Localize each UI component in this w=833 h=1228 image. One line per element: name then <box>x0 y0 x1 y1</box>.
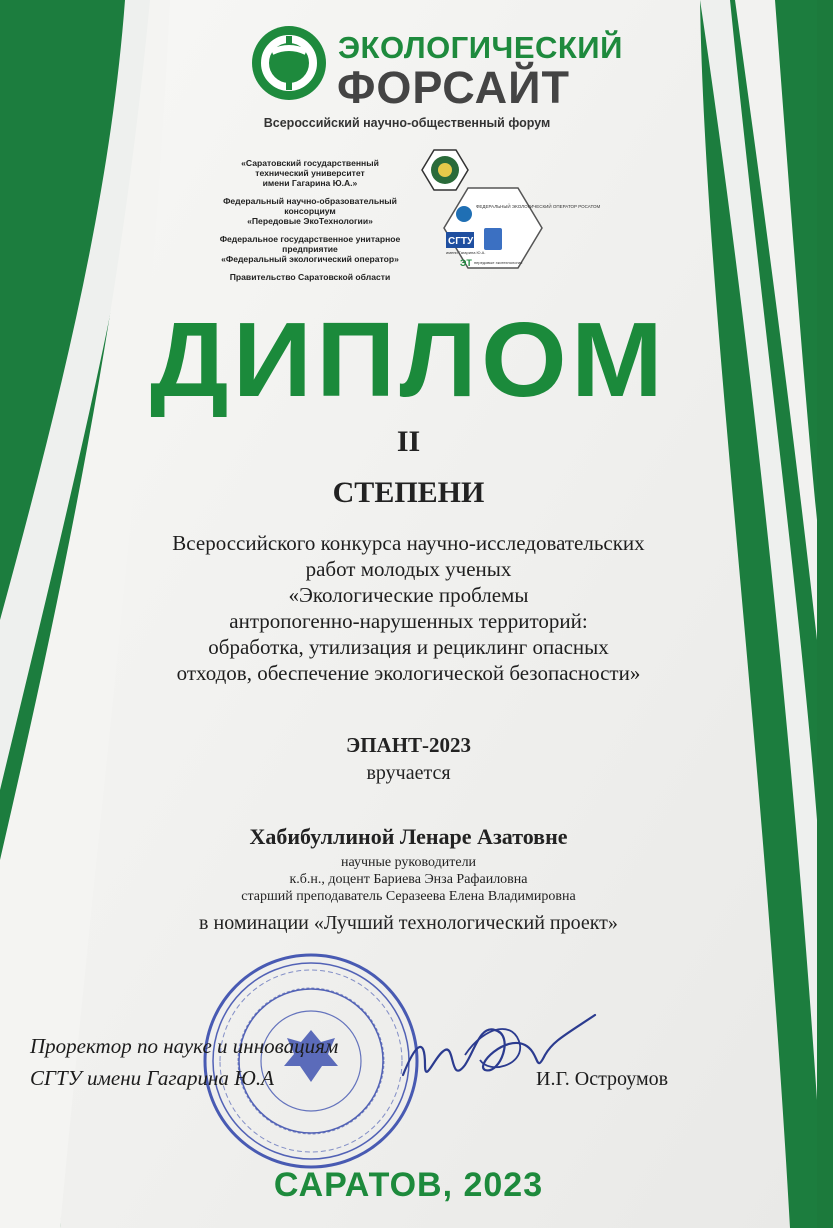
svg-text:СГТУ: СГТУ <box>448 236 474 247</box>
recipient-name: Хабибуллиной Ленаре Азатовне <box>249 824 568 849</box>
brand-line-2: ФОРСАЙТ <box>337 62 571 113</box>
organizer-government: Правительство Саратовской области <box>229 272 391 282</box>
svg-text:ЭТ: ЭТ <box>460 258 472 268</box>
svg-text:ФЕДЕРАЛЬНЫЙ ЭКОЛОГИЧЕСКИЙ ОПЕР: ФЕДЕРАЛЬНЫЙ ЭКОЛОГИЧЕСКИЙ ОПЕРАТОР РОСАТОМ <box>476 204 601 209</box>
signatory-position: Проректор по науке и инновациям СГТУ имени Гагарина Ю.А <box>30 1034 339 1090</box>
event-code: ЭПАНТ-2023 <box>345 733 472 757</box>
feo-logo-icon <box>456 206 472 222</box>
degree-word: СТЕПЕНИ <box>332 476 485 509</box>
diploma-title: ДИПЛОМ <box>150 301 667 419</box>
svg-text:передовые экотехнологии: передовые экотехнологии <box>474 260 523 265</box>
saratov-coat-of-arms-icon <box>484 228 502 250</box>
organizer-feo: Федеральное государственное унитарное предприятие «Федеральный экологический оператор» <box>219 234 401 264</box>
handwritten-signature <box>395 1005 605 1115</box>
organizer-consortium: Федеральный научно-образовательный консорциум «Передовые ЭкоТехнологии» <box>223 196 397 226</box>
organizer-sstu: «Саратовский государственный технический университет имени Гагарина Ю.А.» <box>241 158 379 188</box>
nomination: в номинации «Лучший технологический проект» <box>199 912 618 934</box>
city-year: САРАТОВ, 2023 <box>273 1166 544 1204</box>
brand-line-1: ЭКОЛОГИЧЕСКИЙ <box>338 30 623 65</box>
degree-number: II <box>396 425 421 458</box>
svg-text:имени Гагарина Ю.А.: имени Гагарина Ю.А. <box>446 250 486 255</box>
forsight-logo-icon <box>250 24 328 102</box>
forum-subtitle: Всероссийский научно-общественный форум <box>263 116 551 130</box>
partner-logos <box>410 148 601 298</box>
signatory-name: И.Г. Остроумов <box>536 1068 669 1090</box>
awarded-label: вручается <box>366 762 451 784</box>
supervisors: научные руководители к.б.н., доцент Бариева Энза Рафаиловна старший преподаватель Серазеева Елена Владимировна <box>241 855 576 904</box>
contest-description: Всероссийского конкурса научно-исследовательских работ молодых ученых «Экологические проблемы антропогенно-нарушенных территорий: обработка, утилизация и рециклинг опасных отходов, обеспечение экологической безопасности» <box>172 531 645 685</box>
